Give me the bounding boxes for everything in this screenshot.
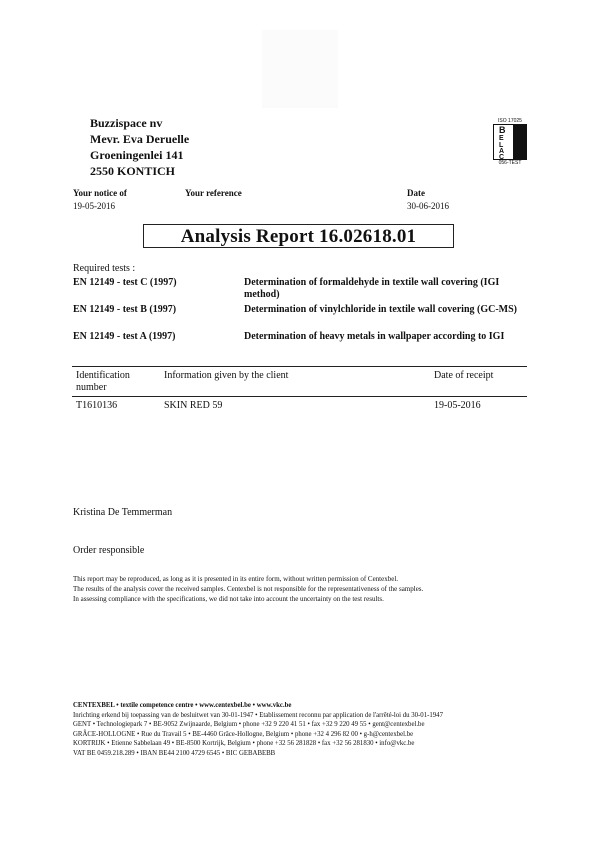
disclaimer-line: This report may be reproduced, as long as it is presented in its entire form, without written permission of Centexbel. (73, 575, 399, 583)
signatory-role: Order responsible (73, 545, 145, 556)
disclaimer-line: In assessing compliance with the specifications, we did not take into account the uncertainty on the test results. (73, 595, 384, 603)
notice-date: 19-05-2016 (73, 201, 115, 211)
identification-number: T1610136 (76, 400, 118, 411)
footer-line: Inrichting erkend bij toepassing van de besluitwet van 30-01-1947 • Etablissement reconnu par application de l'arrêté-loi du 30-01-1947 (73, 711, 443, 719)
footer-line: GENT • Technologiepark 7 • BE-9052 Zwijnaarde, Belgium • phone +32 9 220 41 51 • fax +32 9 220 49 55 • gent@centexbel.be (73, 721, 425, 728)
recipient-street: Groeningenlei 141 (90, 148, 184, 162)
signatory-name: Kristina De Temmerman (73, 507, 173, 518)
recipient-company: Buzzispace nv (90, 116, 163, 130)
footer-line: VAT BE 0459.218.289 • IBAN BE44 2100 4729 6545 • BIC GEBABEBB (73, 749, 276, 757)
letterhead-logo-area (262, 30, 338, 108)
test-code: EN 12149 - test C (1997) (73, 277, 177, 288)
belac-code-label: 056-TEST (498, 160, 522, 166)
recipient-city: 2550 KONTICH (90, 164, 176, 178)
test-item (73, 304, 533, 316)
report-title: Analysis Report 16.02618.01 (143, 224, 454, 248)
table-header-row (72, 367, 527, 397)
disclaimer-line: The results of the analysis cover the received samples. Centexbel is not responsible for the representativeness of the samples. (73, 585, 424, 593)
belac-letter-l: L (499, 142, 504, 149)
test-item (73, 277, 533, 301)
notice-label: Your notice of (73, 188, 127, 198)
column-header-identification: Identification number (72, 367, 160, 397)
belac-letter-c: C (499, 154, 505, 160)
belac-letter-e: E (499, 135, 504, 142)
footer (73, 701, 553, 758)
table-row (72, 397, 527, 415)
test-code: EN 12149 - test B (1997) (73, 304, 177, 315)
belac-mark-icon (493, 124, 527, 160)
test-description: Determination of vinylchloride in textile wall covering (GC-MS) (244, 304, 518, 315)
identification-table (72, 366, 527, 414)
belac-letter-a: A (499, 148, 505, 155)
test-item (73, 331, 533, 343)
required-tests-label: Required tests : (73, 263, 136, 274)
belac-iso-label: ISO 17025 (498, 118, 522, 124)
recipient-contact: Mevr. Eva Deruelle (90, 132, 190, 146)
test-description: Determination of formaldehyde in textile wall covering (IGI method) (244, 277, 500, 300)
footer-line: GRÂCE-HOLLOGNE • Rue du Travail 5 • BE-4460 Grâce-Hollogne, Belgium • phone +32 4 296 82 00 • g-h@centexbel.be (73, 730, 414, 738)
date-label: Date (407, 188, 425, 198)
footer-headline: CENTEXBEL • textile competence centre • www.centexbel.be • www.vkc.be (73, 702, 292, 709)
disclaimer (73, 574, 543, 604)
column-header-client-info: Information given by the client (160, 367, 430, 397)
footer-line: KORTRIJK • Etienne Sabbelaan 49 • BE-8500 Kortrijk, Belgium • phone +32 56 281828 • fax +32 56 281830 • info@vkc.be (73, 740, 415, 747)
belac-accreditation-badge (493, 118, 527, 166)
date-of-receipt: 19-05-2016 (434, 400, 481, 411)
belac-letter-b: B (499, 125, 506, 135)
test-description: Determination of heavy metals in wallpaper according to IGI (244, 331, 505, 342)
recipient-address (90, 115, 189, 179)
reference-label: Your reference (185, 188, 242, 198)
test-code: EN 12149 - test A (1997) (73, 331, 176, 342)
client-info: SKIN RED 59 (164, 400, 223, 411)
report-date: 30-06-2016 (407, 201, 449, 211)
column-header-date-receipt: Date of receipt (430, 367, 527, 397)
